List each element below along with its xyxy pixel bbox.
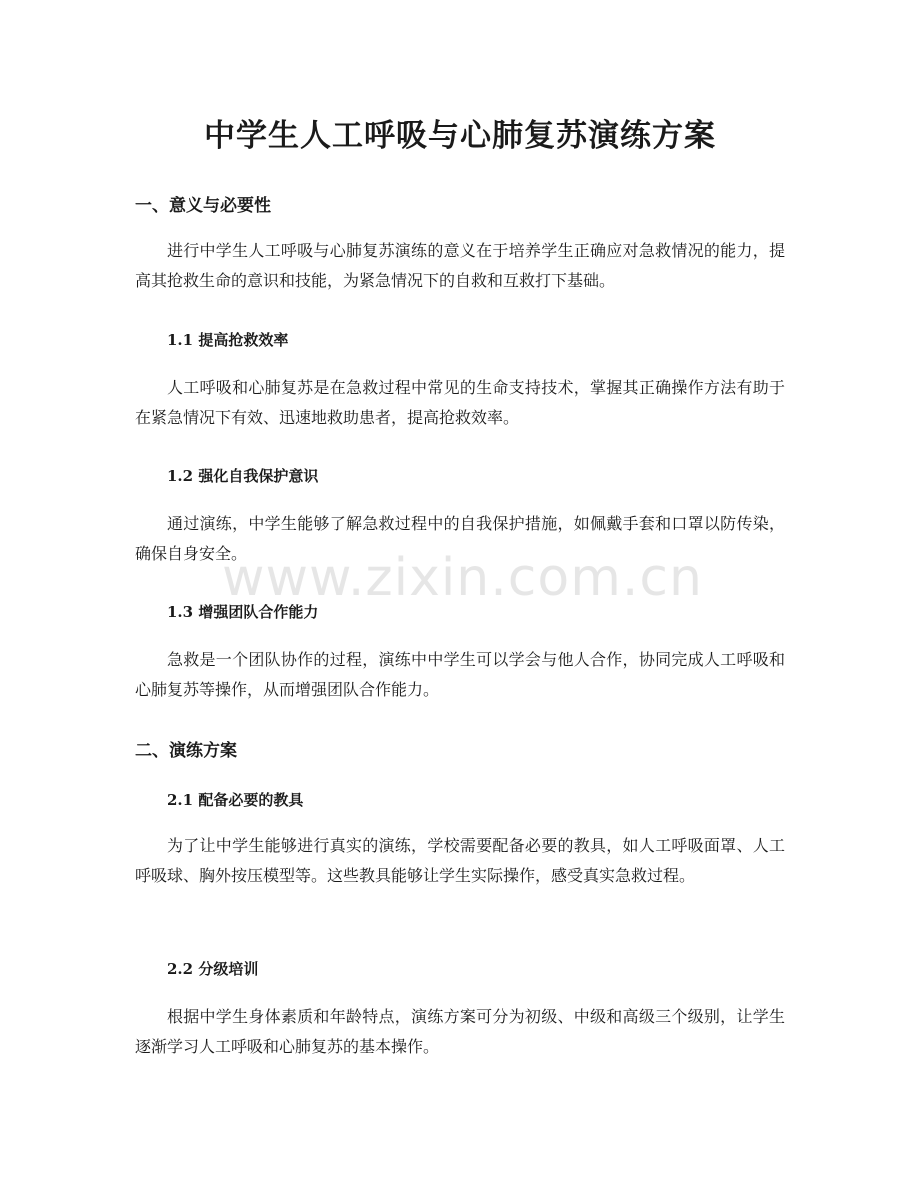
subsection-paragraph-1-2: 通过演练，中学生能够了解急救过程中的自我保护措施，如佩戴手套和口罩以防传染，确保自身安全。 [135, 514, 785, 563]
subsection-heading-1-2: 1.2 强化自我保护意识 [167, 467, 319, 485]
subsection-heading-1-1: 1.1 提高抢救效率 [167, 331, 289, 349]
section-intro-paragraph: 进行中学生人工呼吸与心肺复苏演练的意义在于培养学生正确应对急救情况的能力，提高其抢救生命的意识和技能，为紧急情况下的自救和互救打下基础。 [135, 241, 785, 290]
subsection-paragraph-1-3: 急救是一个团队协作的过程，演练中中学生可以学会与他人合作，协同完成人工呼吸和心肺复苏等操作，从而增强团队合作能力。 [135, 650, 785, 699]
section-heading-plan: 二、演练方案 [135, 741, 237, 761]
subsection-paragraph-1-1: 人工呼吸和心肺复苏是在急救过程中常见的生命支持技术，掌握其正确操作方法有助于在紧急情况下有效、迅速地救助患者，提高抢救效率。 [135, 378, 785, 427]
subsection-heading-1-3: 1.3 增强团队合作能力 [167, 603, 319, 621]
subsection-heading-2-2: 2.2 分级培训 [167, 960, 259, 978]
document-title: 中学生人工呼吸与心肺复苏演练方案 [204, 118, 716, 154]
subsection-paragraph-2-2: 根据中学生身体素质和年龄特点，演练方案可分为初级、中级和高级三个级别，让学生逐渐学习人工呼吸和心肺复苏的基本操作。 [135, 1007, 785, 1056]
subsection-paragraph-2-1: 为了让中学生能够进行真实的演练，学校需要配备必要的教具，如人工呼吸面罩、人工呼吸球、胸外按压模型等。这些教具能够让学生实际操作，感受真实急救过程。 [135, 836, 785, 885]
watermark-text: www.zixin.com.cn [222, 548, 703, 608]
section-heading-significance: 一、意义与必要性 [135, 196, 271, 216]
subsection-heading-2-1: 2.1 配备必要的教具 [167, 791, 304, 809]
